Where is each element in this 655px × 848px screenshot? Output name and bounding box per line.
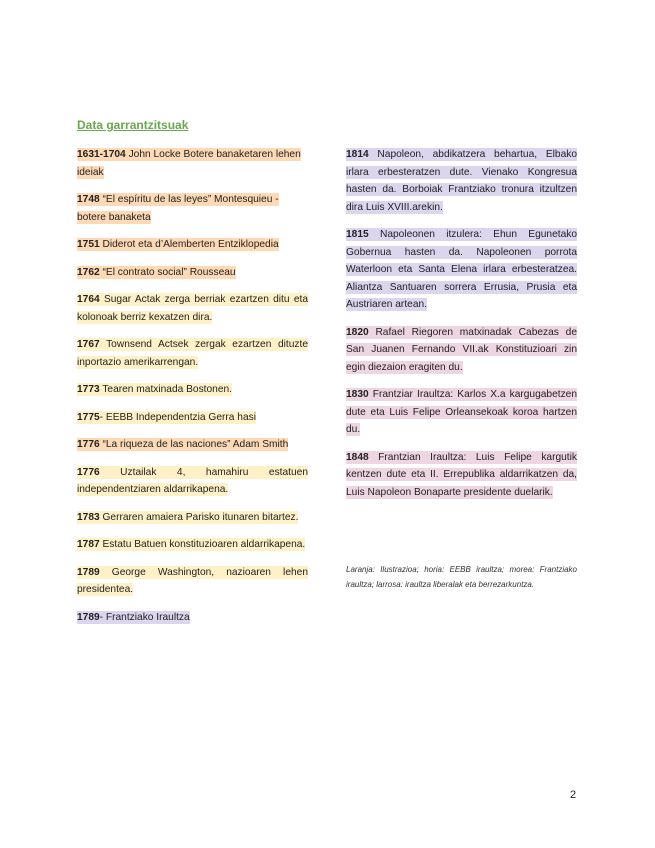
entry-text: Napoleonen itzulera: Ehun Egunetako Gobernua hasten da. Napoleonen porrota Waterloon eta Santa Elena irlara erbesteratzea. Aliantza Santuaren sorrera Errusia, Prusia eta Austriaren artean. (346, 229, 577, 310)
timeline-entry (77, 264, 308, 282)
entry-year: 1776 (77, 466, 100, 478)
entry-highlight (346, 388, 577, 436)
entry-highlight (77, 611, 190, 624)
entry-text: Townsend Actsek zergak ezartzen dituzte inportazio amerikarrengan. (77, 339, 308, 368)
entry-year: 1751 (77, 239, 100, 250)
entry-text: - EEBB Independentzia Gerra hasi (99, 411, 256, 423)
timeline-entry (346, 146, 577, 216)
entry-text: - Frantziako Iraultza (99, 611, 190, 623)
timeline-entry (346, 386, 577, 439)
entry-highlight (346, 451, 577, 499)
entry-text: “La riqueza de las naciones” Adam Smith (99, 439, 289, 450)
timeline-entry (77, 191, 308, 226)
entry-highlight (77, 266, 236, 279)
timeline-entry (346, 226, 577, 314)
entry-year: 1789 (77, 611, 100, 623)
entry-highlight (346, 148, 577, 214)
entry-text: Diderot eta d’Alemberten Entziklopedia (99, 239, 279, 250)
entry-year: 1764 (77, 294, 100, 305)
entry-highlight (77, 193, 279, 224)
entry-year: 1762 (77, 266, 100, 278)
entry-year: 1631-1704 (77, 149, 126, 160)
entry-text: George Washington, nazioaren lehen presidentea. (77, 566, 308, 595)
timeline-entry (77, 381, 308, 399)
timeline-entry (77, 146, 308, 181)
entry-text: Estatu Batuen konstituzioaren aldarrikapena. (99, 539, 306, 550)
entry-highlight (346, 326, 577, 374)
entry-text: Sugar Actak zerga berriak ezartzen ditu eta kolonoak berriz kexatzen dira. (77, 294, 308, 323)
entry-year: 1767 (77, 339, 100, 350)
timeline-entry (77, 564, 308, 599)
timeline-entry (77, 291, 308, 326)
entry-highlight (77, 511, 298, 524)
timeline-entry (346, 449, 577, 502)
timeline-entry (77, 436, 308, 454)
timeline-entry (77, 336, 308, 371)
entry-text: “El contrato social” Rousseau (99, 266, 236, 278)
page-number: 2 (570, 789, 577, 801)
entry-year: 1789 (77, 566, 100, 578)
entry-highlight (77, 411, 256, 424)
entry-text: Frantzian Iraultza: Luis Felipe kargutik kentzen dute eta II. Errepublika aldarrikatzen da, Luis Napoleon Bonaparte presidente duelarik. (346, 451, 577, 498)
timeline-entry (346, 324, 577, 377)
entry-year: 1848 (346, 451, 369, 463)
section-heading: Data garrantzitsuak (77, 118, 189, 132)
entry-highlight (77, 538, 305, 551)
entry-year: 1830 (346, 389, 369, 400)
entry-highlight (346, 228, 577, 311)
entry-text: Frantziar Iraultza: Karlos X.a kargugabetzen dute eta Luis Felipe Orleansekoak koroa hartzen du. (346, 389, 577, 435)
left-column (77, 146, 308, 626)
entry-year: 1775 (77, 411, 100, 423)
timeline-entry (77, 609, 308, 627)
entry-highlight (77, 438, 288, 451)
entry-highlight (77, 466, 308, 497)
timeline-entry (77, 464, 308, 499)
entry-text: Gerraren amaiera Parisko itunaren bitartez. (99, 511, 299, 523)
entry-year: 1748 (77, 194, 100, 205)
entry-highlight (77, 293, 308, 324)
entry-text: John Locke Botere banaketaren lehen ideiak (77, 149, 301, 178)
entry-highlight (77, 338, 308, 369)
timeline-entry (77, 536, 308, 554)
entry-year: 1815 (346, 229, 369, 240)
entry-text: Rafael Riegoren matxinadak Cabezas de San Juanen Fernando VII.ak Konstituzioari zin egin diezaion eragiten du. (346, 326, 577, 373)
entry-text: Tearen matxinada Bostonen. (99, 384, 233, 395)
right-column (346, 146, 577, 501)
entry-highlight (77, 238, 279, 251)
entry-text: Napoleon, abdikatzera behartua, Elbako irlara erbesteratzen dute. Vienako Kongresua hasten da. Borboiak Frantziako tronura itzultzen dira Luis XVIII.arekin. (346, 149, 577, 213)
entry-year: 1820 (346, 326, 369, 338)
timeline-entry (77, 509, 308, 527)
timeline-entry (77, 409, 308, 427)
entry-year: 1814 (346, 149, 369, 160)
color-legend: Laranja: Ilustrazioa; horia: EEBB iraultza; morea: Frantziako iraultza; larrosa: iraultza liberalak eta berrezarkuntza. (346, 565, 577, 589)
entry-text: “El espíritu de las leyes” Montesquieu - botere banaketa (77, 194, 279, 223)
entry-year: 1787 (77, 539, 100, 550)
entry-year: 1776 (77, 439, 100, 450)
entry-year: 1783 (77, 511, 100, 523)
entry-year: 1773 (77, 384, 100, 395)
entry-highlight (77, 148, 301, 179)
entry-highlight (77, 383, 232, 396)
entry-highlight (77, 566, 308, 597)
timeline-entry (77, 236, 308, 254)
entry-text: Uztailak 4, hamahiru estatuen independentziaren aldarrikapena. (77, 466, 308, 495)
